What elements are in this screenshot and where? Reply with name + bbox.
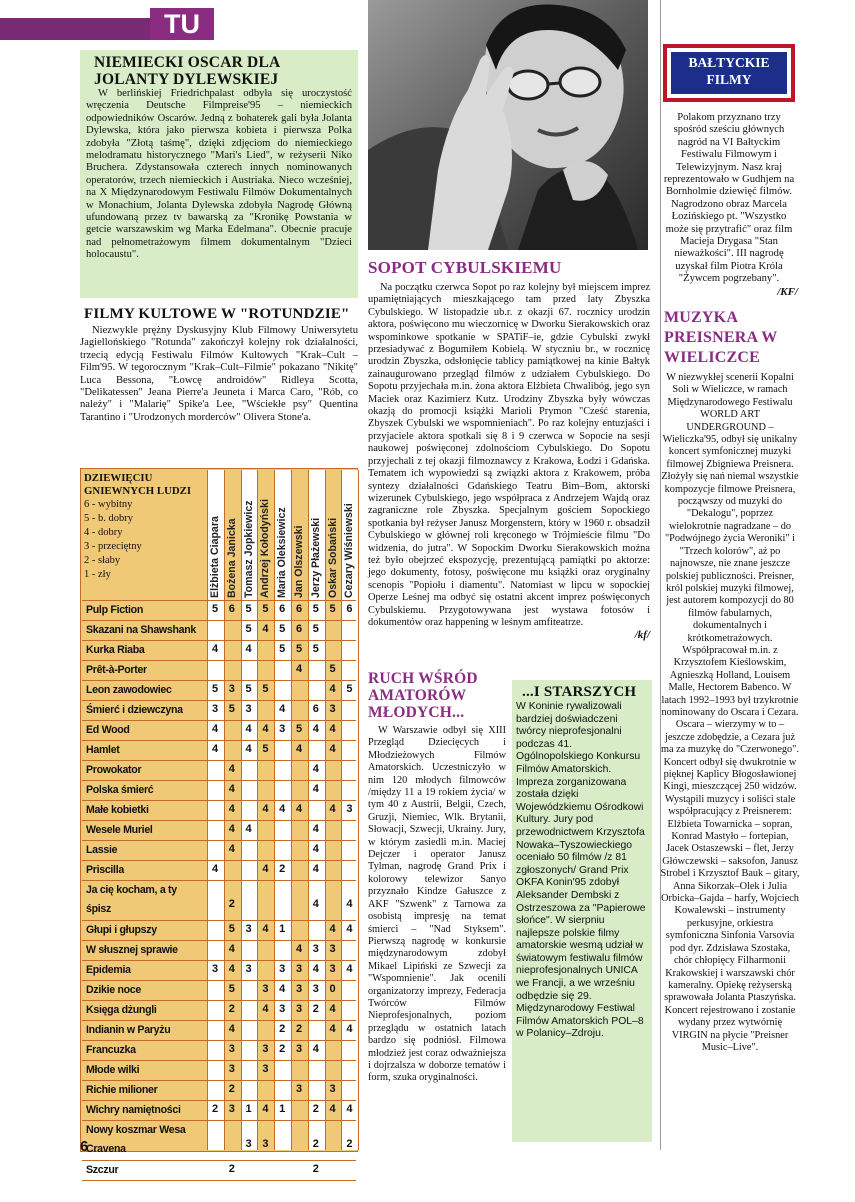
- score-cell: 3: [245, 1138, 252, 1150]
- score-cell: 4: [245, 723, 252, 735]
- score-cell: 4: [346, 1023, 353, 1035]
- score-cell: 4: [312, 863, 319, 875]
- score-cell: 4: [295, 663, 303, 675]
- scale-item: 5 - b. dobry: [84, 513, 133, 524]
- score-cell: 4: [312, 843, 319, 855]
- score-cell: 5: [262, 743, 269, 755]
- score-cell: 4: [312, 763, 319, 775]
- ratings-legend: [84, 472, 204, 582]
- score-cell: 2: [312, 1003, 319, 1015]
- score-cell: 3: [279, 723, 286, 735]
- score-cell: 2: [228, 898, 235, 910]
- score-cell: 5: [312, 623, 319, 635]
- score-cell: 5: [262, 683, 269, 695]
- row-rule: [82, 1080, 356, 1081]
- score-cell: 4: [228, 823, 235, 835]
- score-cell: 4: [346, 963, 353, 975]
- score-cell: 4: [329, 1023, 336, 1035]
- score-cell: 4: [262, 623, 269, 635]
- score-cell: 3: [329, 1083, 336, 1095]
- score-cell: 5: [245, 623, 252, 635]
- starszych-article: [512, 680, 652, 1142]
- score-cell: 3: [312, 983, 319, 995]
- row-rule: [82, 1020, 356, 1021]
- score-cell: 3: [329, 943, 336, 955]
- film-title: Richie milioner: [86, 1084, 158, 1096]
- film-title: Epidemia: [86, 964, 131, 976]
- score-cell: 4: [346, 898, 353, 910]
- film-title: Księga dżungli: [86, 1004, 157, 1016]
- score-cell: 2: [312, 1103, 319, 1115]
- score-cell: 3: [279, 1003, 286, 1015]
- row-rule: [82, 1100, 356, 1101]
- score-cell: 4: [279, 703, 286, 715]
- score-cell: 5: [312, 643, 319, 655]
- section-bar: [0, 18, 150, 40]
- score-cell: 4: [312, 823, 319, 835]
- scale-item: 3 - przeciętny: [84, 541, 142, 552]
- balt-article: [660, 112, 798, 298]
- scale-item: 2 - słaby: [84, 555, 121, 566]
- kult-article: [80, 306, 358, 424]
- score-cell: 4: [329, 683, 336, 695]
- score-cell: 4: [211, 743, 219, 755]
- ratings-title: DZIEWIĘCIU GNIEWNYCH LUDZI: [84, 472, 192, 497]
- kult-body: Niezwykle prężny Dyskusyjny Klub Filmowy Uniwersytetu Jagiellońskiego "Rotunda" zakończył kolejny rok działalności, trzecią edycją Festiwalu Filmów Kultowych "Krak–Cult –Film'95. W tegorocznym "Krak–Cult–Filmie" pokazano "Nikitę" Luca Bessona, "Łowcę androidów" Ridleya Scotta, "Delikatessen" Jeana Pierre'a Jeuneta i Marca Caro, "Rób, co należy" i "Malarię" Spike'a Lee, "Wściekłe psy" Quentina Tarantino i "Urodzonych morderców" Olivera Stone'a.: [80, 325, 358, 423]
- film-title: Prêt-à-Porter: [86, 664, 147, 676]
- score-cell: 4: [211, 723, 219, 735]
- film-title: Skazani na Shawshank: [86, 624, 196, 636]
- score-cell: 2: [346, 1138, 353, 1150]
- score-cell: 4: [262, 863, 269, 875]
- page-number: 6: [80, 1138, 89, 1155]
- score-cell: 6: [279, 603, 286, 615]
- sopot-title: SOPOT CYBULSKIEMU: [368, 258, 562, 277]
- score-cell: 4: [329, 1003, 336, 1015]
- score-cell: 5: [279, 623, 286, 635]
- row-rule: [82, 1160, 356, 1161]
- muzyka-title: MUZYKA PREISNERA W WIELICZCE: [664, 309, 778, 366]
- row-rule: [82, 720, 356, 721]
- score-cell: 4: [211, 643, 219, 655]
- score-cell: 4: [329, 923, 336, 935]
- starszych-body: W Koninie rywalizowali bardziej doświadczeni twórcy nieprofesjonalni podczas 41. Ogólnopolskiego Konkursu Filmów Amatorskich. Impreza zorganizowana została dzięki Wojewódzkiemu Ośrodkowi Kultury. Jury pod przewodnictwem Krzysztofa Nowaka–Tyszowieckiego oceniało 50 filmów /z 81 zgłoszonych/ Grand Prix OKFA Konin'95 zdobył Aleksander Dembski z Ostrzeszowa za "Papierowe słońce". W sierpniu najlepsze polskie filmy amatorskie wesmą udział w światowym festiwalu filmów nieprofesjonalnych UNICA we Francji, a we wrześniu odbędzie się 29. Międzynarodowy Festiwal Filmów Amatorskich POL–8 w Polanicy–Zdroju.: [516, 701, 646, 1040]
- score-cell: 3: [262, 983, 269, 995]
- score-cell: 1: [279, 1103, 286, 1115]
- score-cell: 4: [312, 723, 319, 735]
- score-cell: 5: [228, 923, 235, 935]
- score-cell: 4: [279, 983, 286, 995]
- score-cell: 5: [295, 723, 303, 735]
- critic-name: Cezary Wiśniewski: [343, 503, 356, 598]
- film-title: Pulp Fiction: [86, 604, 144, 616]
- score-cell: 4: [245, 643, 252, 655]
- critic-name: Bożena Janicka: [225, 518, 238, 598]
- score-cell: 4: [295, 803, 303, 815]
- score-cell: 2: [295, 1023, 303, 1035]
- row-rule: [82, 780, 356, 781]
- row-rule: [82, 700, 356, 701]
- kult-title: FILMY KULTOWE W "ROTUNDZIE": [84, 306, 350, 322]
- score-cell: 3: [228, 1043, 235, 1055]
- row-rule: [82, 740, 356, 741]
- row-rule: [82, 800, 356, 801]
- score-cell: 3: [262, 1138, 269, 1150]
- critic-name: Elżbieta Ciapara: [209, 516, 221, 598]
- scale-item: 4 - dobry: [84, 527, 123, 538]
- score-cell: 3: [346, 803, 353, 815]
- score-cell: 4: [245, 823, 252, 835]
- film-title: Wichry namiętności: [86, 1104, 181, 1116]
- score-cell: 2: [279, 1043, 286, 1055]
- film-title: Głupi i głupszy: [86, 924, 157, 936]
- score-cell: 4: [245, 743, 252, 755]
- section-tag: TU: [150, 8, 214, 40]
- score-cell: 5: [329, 663, 336, 675]
- score-cell: 4: [211, 863, 219, 875]
- scale-item: 6 - wybitny: [84, 499, 133, 510]
- row-rule: [82, 960, 356, 961]
- critic-name: Jerzy Płażewski: [309, 517, 322, 598]
- score-cell: 5: [228, 703, 235, 715]
- score-cell: 1: [279, 923, 286, 935]
- score-cell: 4: [228, 763, 235, 775]
- score-cell: 4: [228, 783, 235, 795]
- score-cell: 2: [279, 1023, 286, 1035]
- score-cell: 3: [295, 983, 303, 995]
- score-cell: 6: [295, 603, 303, 615]
- score-cell: 3: [329, 703, 336, 715]
- film-title: Polska śmierć: [86, 784, 154, 796]
- score-cell: 6: [228, 603, 235, 615]
- score-cell: 3: [228, 1063, 235, 1075]
- score-cell: 4: [295, 943, 303, 955]
- balt-title: BAŁTYCKIE FILMY: [671, 52, 787, 94]
- score-cell: 2: [211, 1103, 219, 1115]
- score-cell: 3: [228, 1103, 235, 1115]
- score-cell: 4: [312, 898, 319, 910]
- score-cell: 3: [295, 1043, 303, 1055]
- score-cell: 1: [245, 1103, 252, 1115]
- score-cell: 5: [245, 603, 252, 615]
- critic-name: Maria Oleksiewicz: [276, 507, 289, 598]
- score-cell: 4: [329, 803, 336, 815]
- score-cell: 3: [295, 1083, 303, 1095]
- score-cell: 2: [228, 1003, 235, 1015]
- score-cell: 4: [228, 843, 235, 855]
- score-cell: 2: [312, 1163, 319, 1175]
- score-cell: 5: [312, 603, 319, 615]
- score-cell: 4: [262, 1003, 269, 1015]
- film-title: Prowokator: [86, 764, 142, 776]
- ruch-article: [368, 670, 506, 1085]
- score-cell: 4: [279, 803, 286, 815]
- starszych-title: ...I STARSZYCH: [522, 684, 637, 700]
- film-title: Francuzka: [86, 1044, 136, 1056]
- film-title: Młode wilki: [86, 1064, 140, 1076]
- score-cell: 5: [329, 603, 336, 615]
- film-title: Priscilla: [86, 864, 124, 876]
- score-cell: 2: [279, 863, 286, 875]
- score-cell: 3: [245, 963, 252, 975]
- row-rule: [82, 840, 356, 841]
- score-cell: 3: [279, 963, 286, 975]
- score-cell: 4: [228, 803, 235, 815]
- column-rule: [358, 470, 359, 1150]
- score-cell: 4: [346, 1103, 353, 1115]
- row-rule: [82, 1060, 356, 1061]
- score-cell: 6: [295, 623, 303, 635]
- film-title: Śmierć i dziewczyna: [86, 704, 183, 716]
- score-cell: 4: [312, 783, 319, 795]
- film-title: Małe kobietki: [86, 804, 149, 816]
- score-cell: 4: [312, 1043, 319, 1055]
- row-rule: [82, 1180, 356, 1181]
- row-rule: [82, 1040, 356, 1041]
- score-cell: 3: [295, 963, 303, 975]
- row-rule: [82, 660, 356, 661]
- film-title: Ed Wood: [86, 724, 130, 736]
- row-rule: [82, 820, 356, 821]
- score-cell: 5: [295, 643, 303, 655]
- film-title: Lassie: [86, 844, 118, 856]
- oscar-body: W berlińskiej Friedrichpalast odbyła się uroczystość wręczenia Deutsche Filmpreise'95 – niemieckich odpowiedników Oscarów. Jedną z bohaterek gali była Jolanta Dylewska, która jako pierwsza kobieta i pierwsza Polka zdobyła "Złotą taśmę", dzięki zdjęciom do niemieckiego melodramatu historycznego "Mari's Lied", w reżyserii Niko Bruchera. Zdystansowała czterech innych nominowanych operatorów, trzech niemieckich i Austriaka. Nieco wcześniej, na X Międzynarodowym Festiwalu Filmów Dokumentalnych w Monachium, Jolanta Dylewska zdobyła Nagrodę Główną ufundowaną przez tv bawarską za "Kronikę Powstania w getcie warszawskim wg Marka Edelmana". Obecnie pracuje nad pełnometrażowym filmem dokumentalnym "Dzieci holocaustu".: [86, 88, 352, 261]
- film-title: Hamlet: [86, 744, 120, 756]
- film-title: Indianin w Paryżu: [86, 1024, 171, 1036]
- scale-item: 1 - zły: [84, 569, 111, 580]
- score-cell: 4: [346, 923, 353, 935]
- score-cell: 5: [228, 983, 235, 995]
- score-cell: 5: [245, 683, 252, 695]
- critic-name: Jan Olszewski: [293, 525, 305, 598]
- score-cell: 3: [245, 923, 252, 935]
- film-title: Nowy koszmar Wesa Cravena: [86, 1124, 186, 1155]
- row-rule: [82, 760, 356, 761]
- score-cell: 3: [295, 1003, 303, 1015]
- portrait-image: [368, 0, 648, 250]
- score-cell: 5: [262, 603, 269, 615]
- balt-signature: /KF/: [777, 285, 798, 298]
- film-title: Ja cię kocham, a ty śpisz: [86, 884, 177, 915]
- score-cell: 2: [228, 1163, 235, 1175]
- row-rule: [82, 640, 356, 641]
- critic-name: Tomasz Jopkiewicz: [242, 500, 255, 598]
- score-cell: 4: [228, 963, 235, 975]
- muzyka-body: W niezwykłej scenerii Kopalni Soli w Wieliczce, w ramach Międzynarodowego Festiwalu WORLD ART UNDERGROUND – Wieliczka'95, odbył się unikalny koncert symfonicznej muzyki filmowej Zbigniewa Preisnera. Złożyły się nań niemal wszystkie kompozycje filmowe Preisnera, począwszy od muzyki do "Dekalogu", poprzez wielokrotnie nagradzane – do "Podwójnego życia Weroniki" i "Trzech kolorów", aż po najnowsze, nie znane jeszcze polskiej publiczności. Preisner, król polskiej muzyki filmowej, jest autorem kompozycji do 80 filmów fabularnych, dokumentalnych i krótkometrażowych. Współpracował m.in. z Krzysztofem Kieślowskim, Agnieszką Holland, Louisem Malle, Hectorem Babenco. W latach 1992–1993 był trzykrotnie nominowany do Oscara i Cezara. Oscara – wierzymy w to – jeszcze zdobędzie, a Cezara już ma za muzykę do "Czerwonego". Koncert odbył się dwukrotnie w pięknej Kaplicy Błogosławionej Kingi, mieszczącej 250 widzów. Wystąpili muzycy i soliści stale współpracujący z Preisnerem: Elżbieta Towarnicka – sopran, Konrad Mastyło – fortepian, Jacek Ostaszewski – flet, Jerzy Główczewski – saksofon, Janusz Strobel i Krzysztof Bauk – gitary, Anna Sikorzak–Olek i Julia Orbicka–Gajda – harfy, Wojciech Kowalewski – instrumenty perkusyjne, orkiestra symfoniczna Sinfonia Varsovia pod dyr. Zdzisława Szostaka, chór chłopięcy Filharmonii Krakowskiej i warszawski chór kameralny. Opiekę reżyserską sprawowała Jolanta Ptaszyńska. Koncert rejestrowano i zostanie wydany przez wytwórnię VIRGIN na płycie "Preisner Music–Live".: [660, 372, 800, 1053]
- balt-body: Polakom przyznano trzy spośród sześciu głównych nagród na VI Bałtyckim Festiwalu Filmowym i Telewizyjnym. Nasz kraj reprezentowało w Gudhjem na Bornholmie dziewięć filmów. Nagrodzono obraz Marcela Łozińskiego pt. "Wszystko może się przytrafić" oraz film Macieja Drygasa "Stan nieważkości". III nagrodę uzyskał film Piotra Króla "Żywcem pogrzebany".: [663, 112, 795, 285]
- score-cell: 4: [228, 1023, 235, 1035]
- row-rule: [82, 980, 356, 981]
- sopot-signature: /kf/: [634, 629, 650, 642]
- score-cell: 3: [262, 1043, 269, 1055]
- film-title: Wesele Muriel: [86, 824, 153, 836]
- row-rule: [82, 680, 356, 681]
- score-cell: 4: [228, 943, 235, 955]
- oscar-article: [80, 50, 358, 298]
- score-cell: 4: [262, 803, 269, 815]
- score-cell: 2: [312, 1138, 319, 1150]
- ruch-body: W Warszawie odbył się XIII Przegląd Dziecięcych i Młodzieżowych Filmów Amatorskich. Uczestniczyło w nim 120 młodych filmowców /między 11 a 19 rokiem życia/ w tym 40 z Austrii, Belgii, Czech, Gruzji, Niemiec, Wlk. Brytanii, Słowacji, Szwecji, Ukrainy. Jury, w którym zasiedli m.in. Maciej Dejczer i operator Janusz Tylman, nagrodę Grand Prix i kolorowy telewizor Sanyo przyznało Kindze Gałuszce z AKF "Szwenk" z Tarnowa za osobistą impresję na temat śmierci – "Nad Styksem". Pierwszą nagrodę w konkursie międzynarodowym zdobył Mikael Lipiński ze Szwecji za "Wspomnienie". Jak ocenili organizatorzy imprezy, Federacja Twórców Filmów Nieprofesjonalnych, poziom przeglądu w ostatnich latach bardzo się podniósł. Filmowa młodzież jest coraz odważniejsza i dojrzalsza w doborze tematów i form, szuka oryginalności.: [368, 725, 506, 1084]
- critic-name: Oskar Sobański: [326, 517, 339, 598]
- score-cell: 3: [262, 1063, 269, 1075]
- score-cell: 4: [329, 723, 336, 735]
- row-rule: [82, 600, 356, 601]
- score-cell: 2: [228, 1083, 235, 1095]
- score-cell: 3: [329, 963, 336, 975]
- film-title: Szczur: [86, 1164, 119, 1176]
- film-title: Kurka Riaba: [86, 644, 145, 656]
- score-cell: 4: [329, 743, 336, 755]
- row-rule: [82, 920, 356, 921]
- film-title: W słusznej sprawie: [86, 944, 178, 956]
- score-cell: 5: [346, 683, 353, 695]
- row-rule: [82, 1000, 356, 1001]
- score-cell: 3: [228, 683, 235, 695]
- score-cell: 5: [211, 603, 219, 615]
- film-title: Leon zawodowiec: [86, 684, 172, 696]
- score-cell: 4: [262, 1103, 269, 1115]
- balt-title-box: [663, 44, 795, 102]
- muzyka-article: [660, 308, 800, 1054]
- film-title: Dzikie noce: [86, 984, 141, 996]
- score-cell: 4: [262, 923, 269, 935]
- score-cell: 4: [295, 743, 303, 755]
- score-cell: 6: [312, 703, 319, 715]
- score-cell: 3: [211, 963, 219, 975]
- score-cell: 3: [211, 703, 219, 715]
- row-rule: [82, 620, 356, 621]
- score-cell: 0: [329, 983, 336, 995]
- sopot-article: [368, 258, 650, 641]
- sopot-body: Na początku czerwca Sopot po raz kolejny był miejscem imprez upamiętniających mieszkającego tam przed laty Zbyszka Cybulskiego. W listopadzie ub.r. z okazji 67. rocznicy urodzin aktora, poświęcono mu wieczornicę w Dworku Sierakowskich oraz wspominkowe spotkanie w SPATiF–ie, gdzie Cybulski zwykł przesiadywać z Bogumiłem Kobielą. W styczniu br., w rocznicę urodzin Zbyszka, odsłonięcie tablicy pamiątkowej na kinie Bałtyk zainaugurowano przegląd filmów z udziałem Cybulskiego. Do Sopotu przyjechała m.in. żona aktora Elżbieta Chwalibóg, jego syn Maciek oraz Kazimierz Kutz. Urodziny Zbyszka były wówczas okazją do promocji książki Marioli Prymon "Cześć starenia, Zbyszek Cybulski we wspomnieniach". Po raz kolejny entuzjaści i przyjaciele aktora spotkali się 8 i 9 czerwca w Sopocie na sesji naukowej poświęconej zdolnościom Cybulskiego. Do Sopotu przyjechali z tej okazji filmoznawcy z Krakowa, Łodzi i Gdańska. Tematem ich wypowiedzi są związki aktora z Krakowem, próba syntezy działalności Gdańskiego Teatru Bim–Bom, aktorski wizerunek Cybulskiego, jego współpraca z Andrzejem Wajdą oraz zagraniczne role Zbyszka. Specjalnym gościem Sopockiego spotkania był reżyser Janusz Morgenstern, który w 1960 r. obsadził Cybulskiego w głównej roli kręconego w Trójmieście filmu "Do widzenia, do jutra". W Sopockim Dworku Sierakowskich można też było obejrzeć ekspozycję, prezentującą pamiątki po aktorze: jego dokumenty, fotosy, poświęcone mu książki oraz oryginalny scenopis "Popiołu i diamentu". Natomiast w lipcu w sopockiej Operze Leśnej ma odbyć się ostatni akcent imprez poświęconych Cybulskiemu. Przygotowywana jest wystawa fotosów i dokumentów oraz happening w leśnym amfiteatrze.: [368, 282, 650, 628]
- score-cell: 5: [211, 683, 219, 695]
- ruch-title: RUCH WŚRÓD AMATORÓW MŁODYCH...: [368, 670, 478, 721]
- oscar-title: NIEMIECKI OSCAR DLA JOLANTY DYLEWSKIEJ: [94, 54, 280, 88]
- cybulski-photo: [368, 0, 648, 250]
- score-cell: 4: [329, 1103, 336, 1115]
- score-cell: 3: [312, 943, 319, 955]
- row-rule: [82, 940, 356, 941]
- critic-name: Andrzej Kołodyński: [259, 499, 272, 598]
- row-rule: [82, 860, 356, 861]
- score-cell: 4: [312, 963, 319, 975]
- score-cell: 5: [279, 643, 286, 655]
- score-cell: 4: [262, 723, 269, 735]
- score-cell: 3: [245, 703, 252, 715]
- score-cell: 6: [346, 603, 353, 615]
